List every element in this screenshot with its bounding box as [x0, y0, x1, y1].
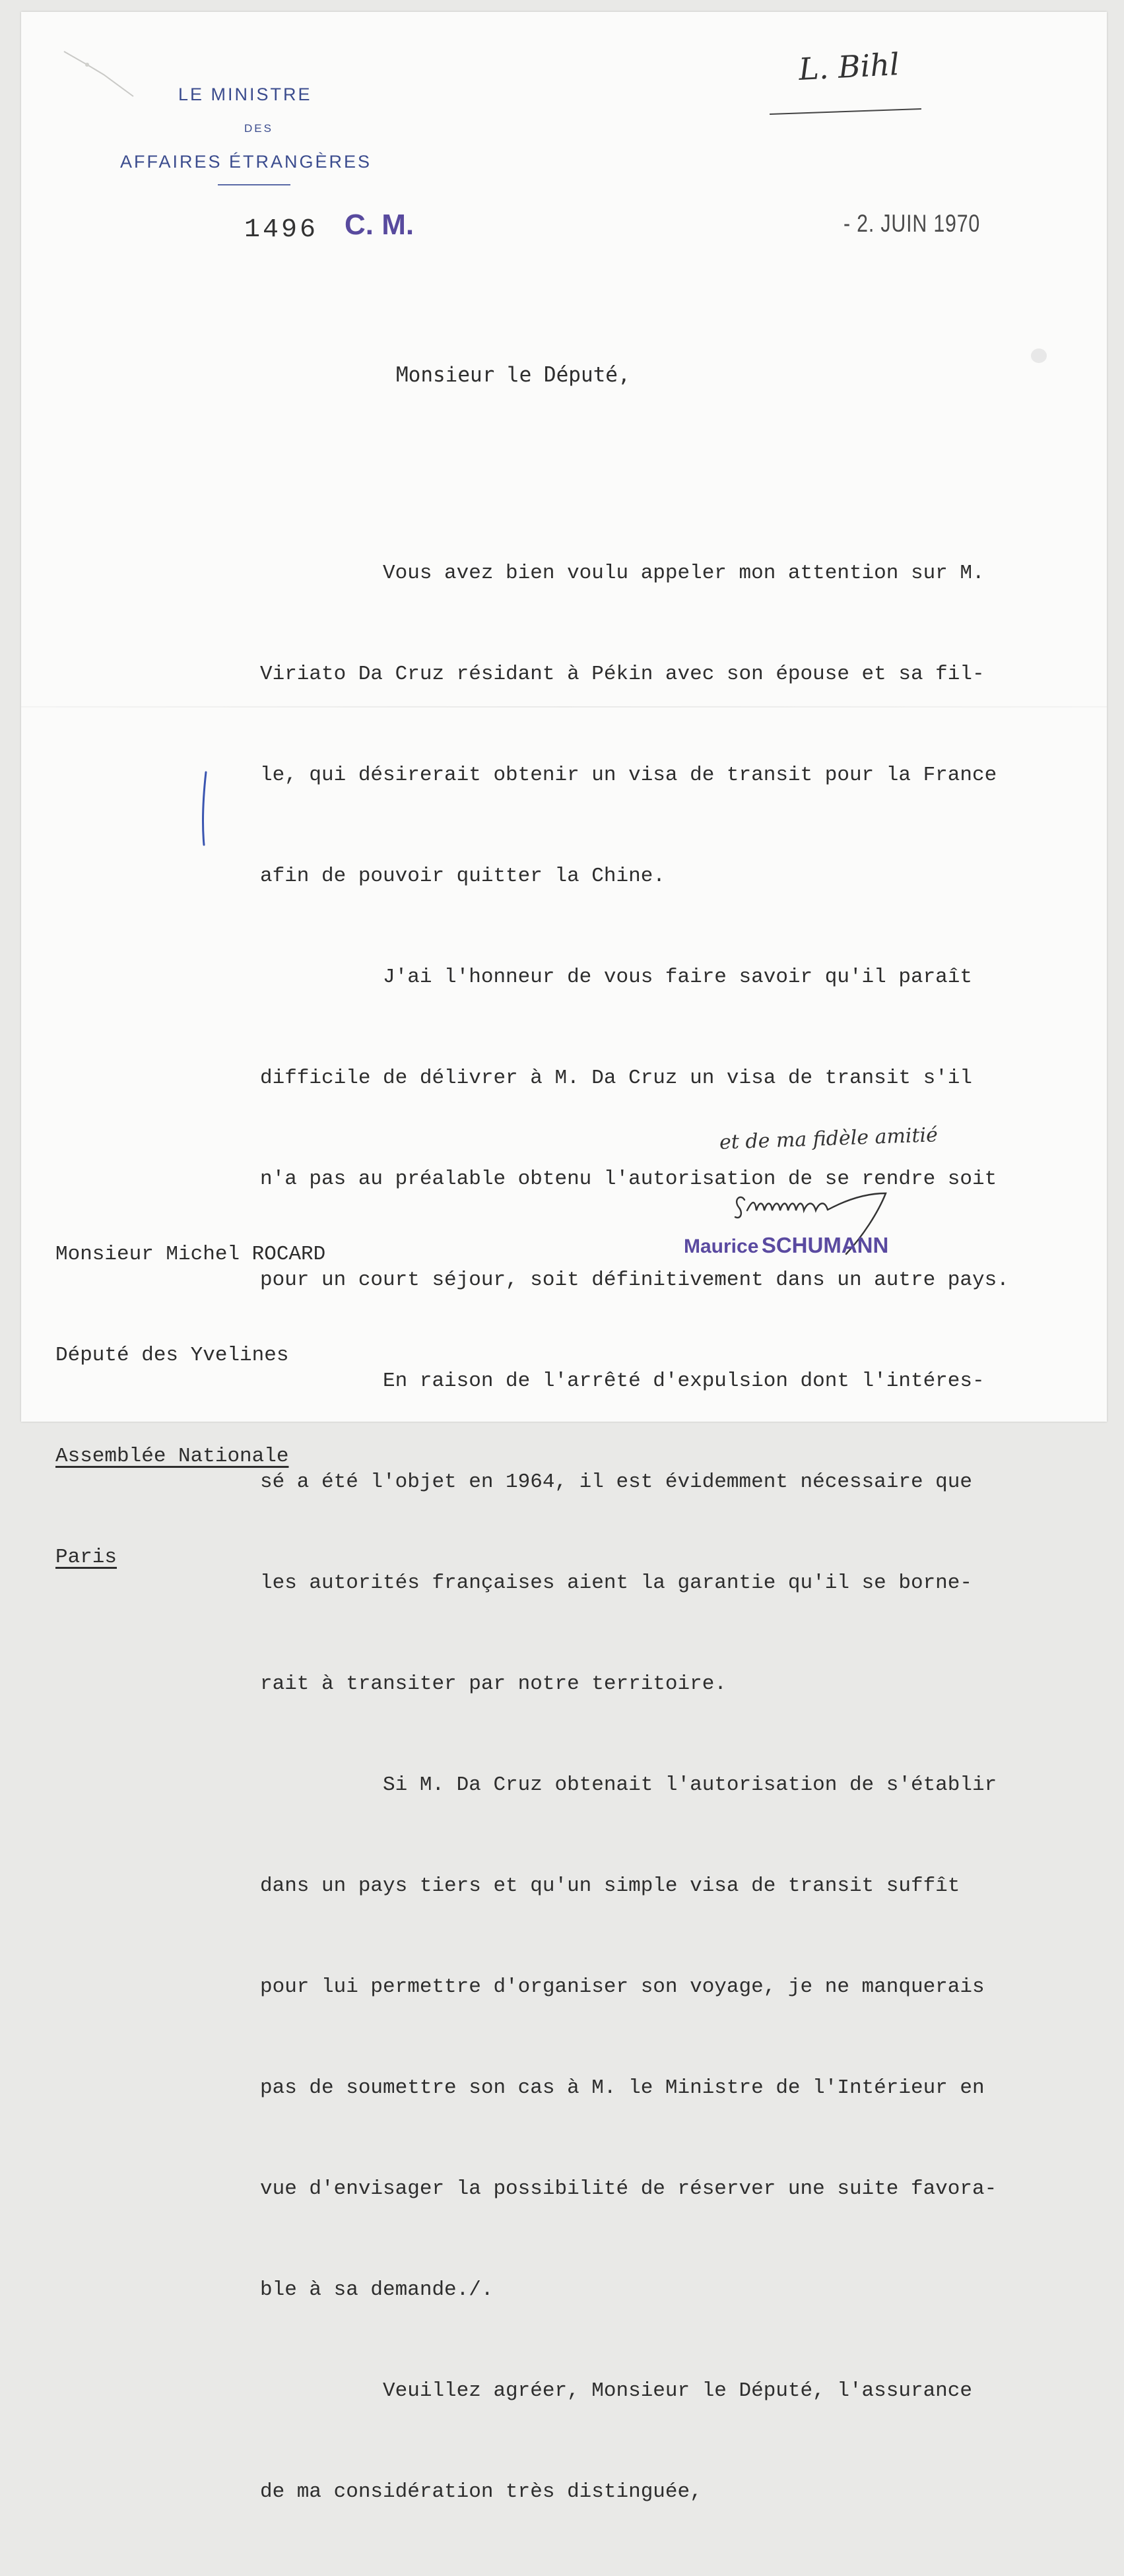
paper-corner-crease [57, 38, 143, 111]
signatory-last-name: SCHUMANN [761, 1233, 889, 1257]
signatory-name-stamp [684, 1233, 888, 1258]
letterhead-line-3: AFFAIRES ÉTRANGÈRES [120, 152, 372, 172]
salutation: Monsieur le Député, [396, 363, 630, 387]
margin-mark [198, 770, 211, 849]
recipient-city: Paris [55, 1546, 117, 1569]
body-line: pour un court séjour, soit définitivement dans un autre pays. [260, 1269, 1009, 1292]
body-line: Vous avez bien voulu appeler mon attention sur M. [260, 562, 985, 585]
handwritten-postscript: et de ma fidèle amitié [719, 1123, 939, 1154]
recipient-title: Député des Yvelines [55, 1344, 289, 1367]
reference-number: 1496 [244, 215, 319, 245]
body-line: sé a été l'objet en 1964, il est évidemment nécessaire que [260, 1470, 972, 1494]
body-line: Si M. Da Cruz obtenait l'autorisation de s'établir [260, 1773, 997, 1797]
body-line: de ma considération très distinguée, [260, 2480, 702, 2503]
letter-page [21, 12, 1107, 2503]
body-line: ble à sa demande./. [260, 2278, 494, 2301]
body-line: les autorités françaises aient la garantie qu'il se borne- [260, 1571, 972, 1595]
letter-body [260, 489, 1009, 2576]
body-line: rait à transiter par notre territoire. [260, 1672, 727, 1696]
letterhead-line-2: DES [244, 122, 273, 135]
body-line: difficile de délivrer à M. Da Cruz un visa de transit s'il [260, 1067, 972, 1090]
handwritten-underline [770, 108, 921, 115]
ink-smudge [1031, 348, 1047, 363]
body-line: vue d'envisager la possibilité de réserver une suite favora- [260, 2177, 997, 2200]
body-line: J'ai l'honneur de vous faire savoir qu'il paraît [260, 966, 972, 989]
signatory-first-name: Maurice [684, 1236, 759, 1257]
body-line: En raison de l'arrêté d'expulsion dont l'intéres- [260, 1370, 985, 1393]
body-line: pour lui permettre d'organiser son voyage, je ne manquerais [260, 1975, 985, 1998]
handwritten-annotation-top: L. Bihl [797, 46, 900, 87]
recipient-name: Monsieur Michel ROCARD [55, 1243, 326, 1266]
body-line: Viriato Da Cruz résidant à Pékin avec son épouse et sa fil- [260, 663, 985, 686]
body-line: Veuillez agréer, Monsieur le Député, l'assurance [260, 2379, 972, 2402]
body-line: dans un pays tiers et qu'un simple visa de transit suffît [260, 1874, 960, 1898]
recipient-institution: Assemblée Nationale [55, 1445, 289, 1468]
recipient-address [55, 1170, 325, 1641]
initials-stamp: C. M. [345, 209, 414, 241]
body-line: n'a pas au préalable obtenu l'autorisation de se rendre soit [260, 1168, 997, 1191]
body-line: afin de pouvoir quitter la Chine. [260, 865, 665, 888]
letterhead-line-1: LE MINISTRE [178, 84, 312, 104]
letterhead-rule [218, 184, 290, 185]
date-stamp: - 2. JUIN 1970 [843, 210, 981, 237]
body-line: le, qui désirerait obtenir un visa de transit pour la France [260, 764, 997, 787]
body-line: pas de soumettre son cas à M. le Ministre de l'Intérieur en [260, 2076, 985, 2099]
